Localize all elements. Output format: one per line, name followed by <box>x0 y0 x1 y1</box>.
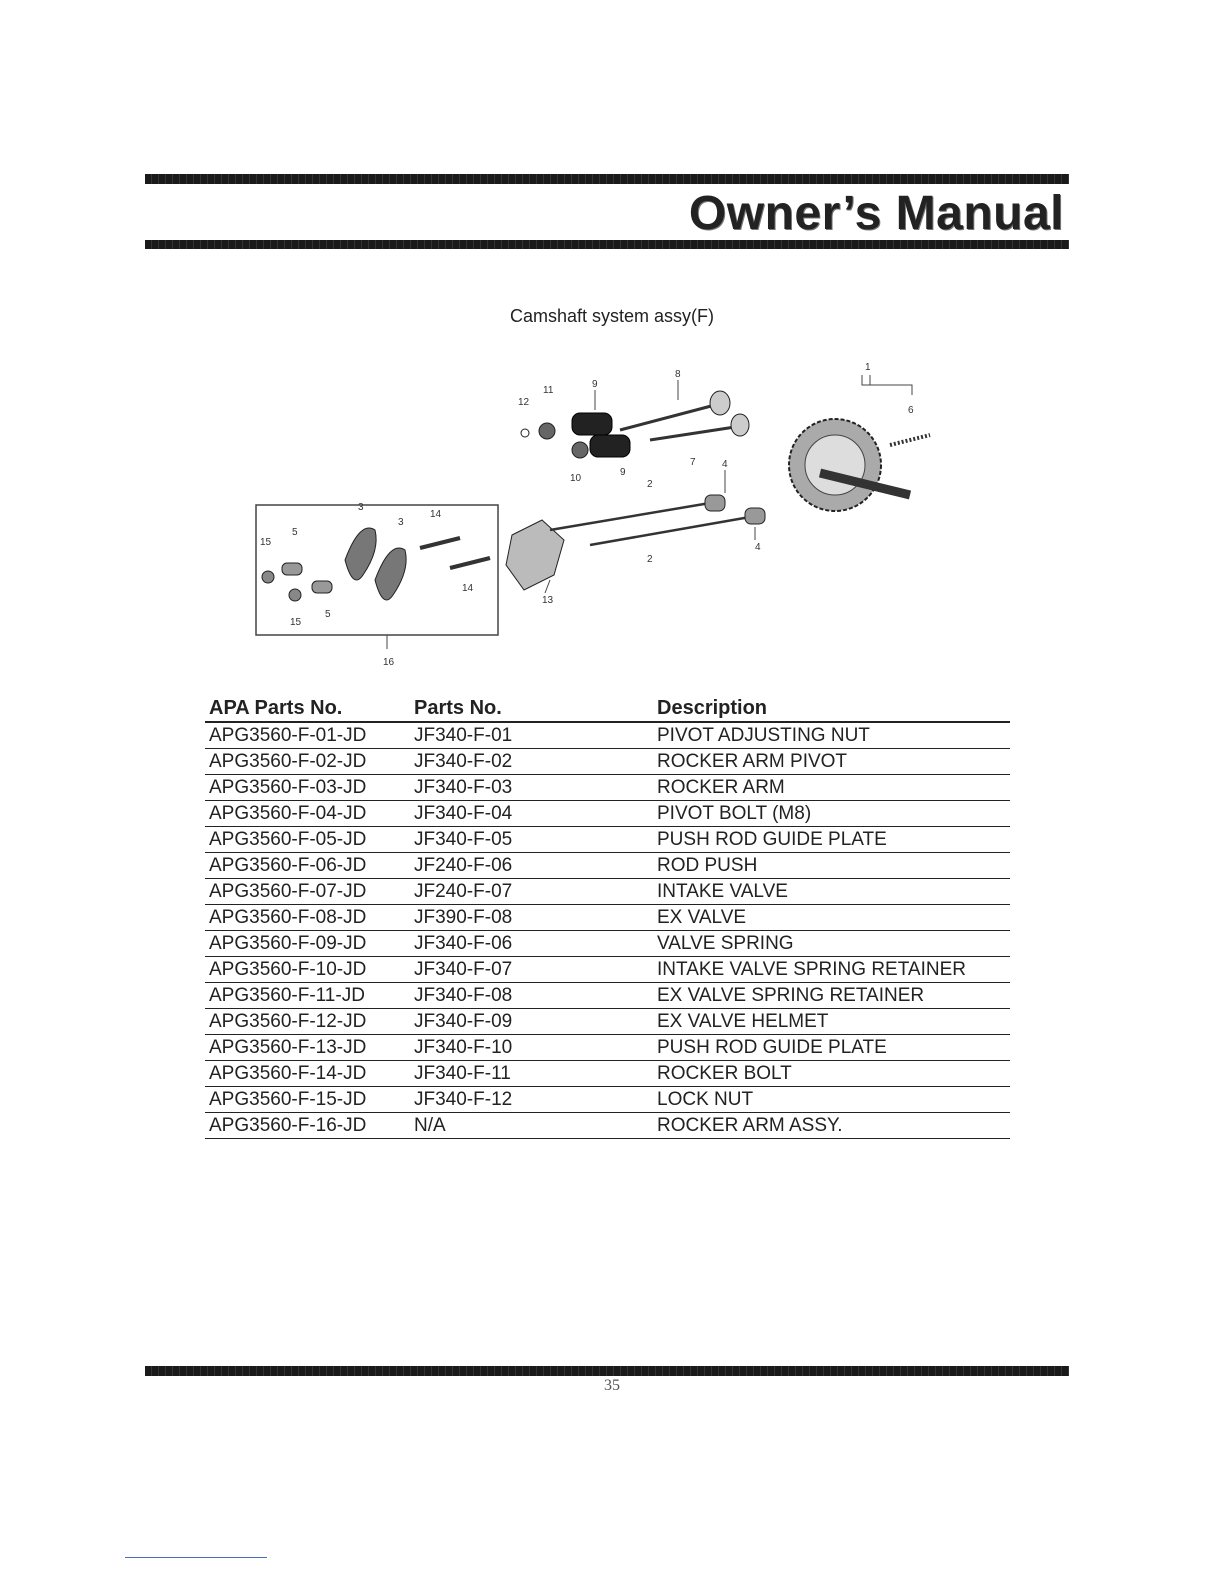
apa-parts-no-cell: APG3560-F-05-JD <box>205 827 410 853</box>
table-row <box>205 749 1010 775</box>
apa-parts-no-cell: APG3560-F-10-JD <box>205 957 410 983</box>
parts-no-cell: JF340-F-09 <box>410 1009 653 1035</box>
table-row <box>205 931 1010 957</box>
callout-label: 10 <box>570 473 582 484</box>
footnote-separator <box>125 1557 267 1558</box>
table-row <box>205 1035 1010 1061</box>
parts-no-cell: JF240-F-06 <box>410 853 653 879</box>
apa-parts-no-cell: APG3560-F-01-JD <box>205 722 410 749</box>
callout-label: 2 <box>647 554 653 565</box>
table-row <box>205 957 1010 983</box>
apa-parts-no-cell: APG3560-F-11-JD <box>205 983 410 1009</box>
callout-label: 15 <box>290 617 302 628</box>
apa-parts-no-cell: APG3560-F-15-JD <box>205 1087 410 1113</box>
table-row <box>205 983 1010 1009</box>
lock-nut-part <box>262 571 274 583</box>
header-rule-top <box>145 174 1069 184</box>
lock-nut-part <box>289 589 301 601</box>
apa-parts-no-cell: APG3560-F-13-JD <box>205 1035 410 1061</box>
apa-parts-no-cell: APG3560-F-14-JD <box>205 1061 410 1087</box>
header-rule-bottom <box>145 240 1069 249</box>
callout-label: 9 <box>620 467 626 478</box>
callout-label: 9 <box>592 379 598 390</box>
header-description: Description <box>653 697 1010 722</box>
callout-label: 5 <box>325 609 331 620</box>
callout-label: 15 <box>260 537 272 548</box>
leader-13 <box>545 580 550 593</box>
parts-no-cell: JF340-F-12 <box>410 1087 653 1113</box>
parts-no-cell: JF340-F-01 <box>410 722 653 749</box>
table-row <box>205 827 1010 853</box>
valve-part <box>650 427 735 440</box>
description-cell: EX VALVE <box>653 905 1010 931</box>
apa-parts-no-cell: APG3560-F-06-JD <box>205 853 410 879</box>
valve-spring-part <box>590 435 630 457</box>
apa-parts-no-cell: APG3560-F-12-JD <box>205 1009 410 1035</box>
rocker-bolt-part <box>420 538 460 548</box>
parts-no-cell: JF340-F-11 <box>410 1061 653 1087</box>
callout-label: 2 <box>647 479 653 490</box>
description-cell: ROCKER ARM ASSY. <box>653 1113 1010 1139</box>
footer-rule <box>145 1366 1069 1376</box>
callout-label: 16 <box>383 657 395 668</box>
header-parts-no: Parts No. <box>410 697 653 722</box>
pivot-bolt-part <box>745 508 765 524</box>
parts-no-cell: JF240-F-07 <box>410 879 653 905</box>
page-title: Owner’s Manual <box>688 187 1064 240</box>
description-cell: INTAKE VALVE <box>653 879 1010 905</box>
page-number: 35 <box>604 1377 620 1394</box>
push-rod-part <box>550 503 710 530</box>
parts-no-cell: JF340-F-05 <box>410 827 653 853</box>
table-row <box>205 905 1010 931</box>
table-header-row <box>205 697 1010 722</box>
callout-label: 7 <box>690 457 696 468</box>
table-row <box>205 1009 1010 1035</box>
rocker-bolt-part <box>450 558 490 568</box>
table-row <box>205 1113 1010 1139</box>
parts-no-cell: N/A <box>410 1113 653 1139</box>
header-apa-parts-no: APA Parts No. <box>205 697 410 722</box>
description-cell: EX VALVE SPRING RETAINER <box>653 983 1010 1009</box>
camshaft-exploded-diagram <box>250 355 950 675</box>
table-row <box>205 801 1010 827</box>
table-row <box>205 1061 1010 1087</box>
callout-label: 8 <box>675 369 681 380</box>
helmet-part <box>521 429 529 437</box>
callout-label: 3 <box>358 502 364 513</box>
retainer-part <box>539 423 555 439</box>
callout-label: 1 <box>865 362 871 373</box>
guide-plate-part <box>506 520 564 590</box>
parts-table <box>205 697 1010 1139</box>
diagram-title: Camshaft system assy(F) <box>509 306 715 326</box>
description-cell: ROD PUSH <box>653 853 1010 879</box>
callout-label: 13 <box>542 595 554 606</box>
table-row <box>205 879 1010 905</box>
push-rod-part <box>590 517 750 545</box>
table-row <box>205 775 1010 801</box>
retainer-part <box>572 442 588 458</box>
parts-no-cell: JF340-F-07 <box>410 957 653 983</box>
parts-no-cell: JF340-F-03 <box>410 775 653 801</box>
description-cell: PUSH ROD GUIDE PLATE <box>653 1035 1010 1061</box>
callout-label: 14 <box>462 583 474 594</box>
valve-spring-part <box>572 413 612 435</box>
apa-parts-no-cell: APG3560-F-03-JD <box>205 775 410 801</box>
callout-label: 5 <box>292 527 298 538</box>
description-cell: ROCKER ARM <box>653 775 1010 801</box>
parts-no-cell: JF340-F-10 <box>410 1035 653 1061</box>
valve-head <box>731 414 749 436</box>
parts-no-cell: JF390-F-08 <box>410 905 653 931</box>
apa-parts-no-cell: APG3560-F-02-JD <box>205 749 410 775</box>
rocker-arm-part <box>345 528 376 580</box>
table-row <box>205 853 1010 879</box>
description-cell: INTAKE VALVE SPRING RETAINER <box>653 957 1010 983</box>
apa-parts-no-cell: APG3560-F-09-JD <box>205 931 410 957</box>
description-cell: LOCK NUT <box>653 1087 1010 1113</box>
description-cell: VALVE SPRING <box>653 931 1010 957</box>
description-cell: PIVOT ADJUSTING NUT <box>653 722 1010 749</box>
apa-parts-no-cell: APG3560-F-07-JD <box>205 879 410 905</box>
pivot-part <box>282 563 302 575</box>
description-cell: ROCKER BOLT <box>653 1061 1010 1087</box>
callout-label: 6 <box>908 405 914 416</box>
apa-parts-no-cell: APG3560-F-08-JD <box>205 905 410 931</box>
rocker-arm-part <box>375 548 406 600</box>
table-row <box>205 722 1010 749</box>
valve-head <box>710 391 730 415</box>
callout-label: 3 <box>398 517 404 528</box>
cam-spring-part <box>890 435 930 445</box>
callout-label: 4 <box>722 459 728 470</box>
description-cell: PIVOT BOLT (M8) <box>653 801 1010 827</box>
callout-label: 12 <box>518 397 530 408</box>
apa-parts-no-cell: APG3560-F-16-JD <box>205 1113 410 1139</box>
parts-no-cell: JF340-F-08 <box>410 983 653 1009</box>
table-row <box>205 1087 1010 1113</box>
callout-label: 11 <box>543 385 554 396</box>
pivot-bolt-part <box>705 495 725 511</box>
pivot-part <box>312 581 332 593</box>
parts-no-cell: JF340-F-04 <box>410 801 653 827</box>
parts-no-cell: JF340-F-06 <box>410 931 653 957</box>
callout-label: 14 <box>430 509 442 520</box>
valve-part <box>620 405 715 430</box>
description-cell: PUSH ROD GUIDE PLATE <box>653 827 1010 853</box>
callout-label: 4 <box>755 542 761 553</box>
apa-parts-no-cell: APG3560-F-04-JD <box>205 801 410 827</box>
description-cell: EX VALVE HELMET <box>653 1009 1010 1035</box>
description-cell: ROCKER ARM PIVOT <box>653 749 1010 775</box>
parts-table-body <box>205 722 1010 1139</box>
parts-no-cell: JF340-F-02 <box>410 749 653 775</box>
